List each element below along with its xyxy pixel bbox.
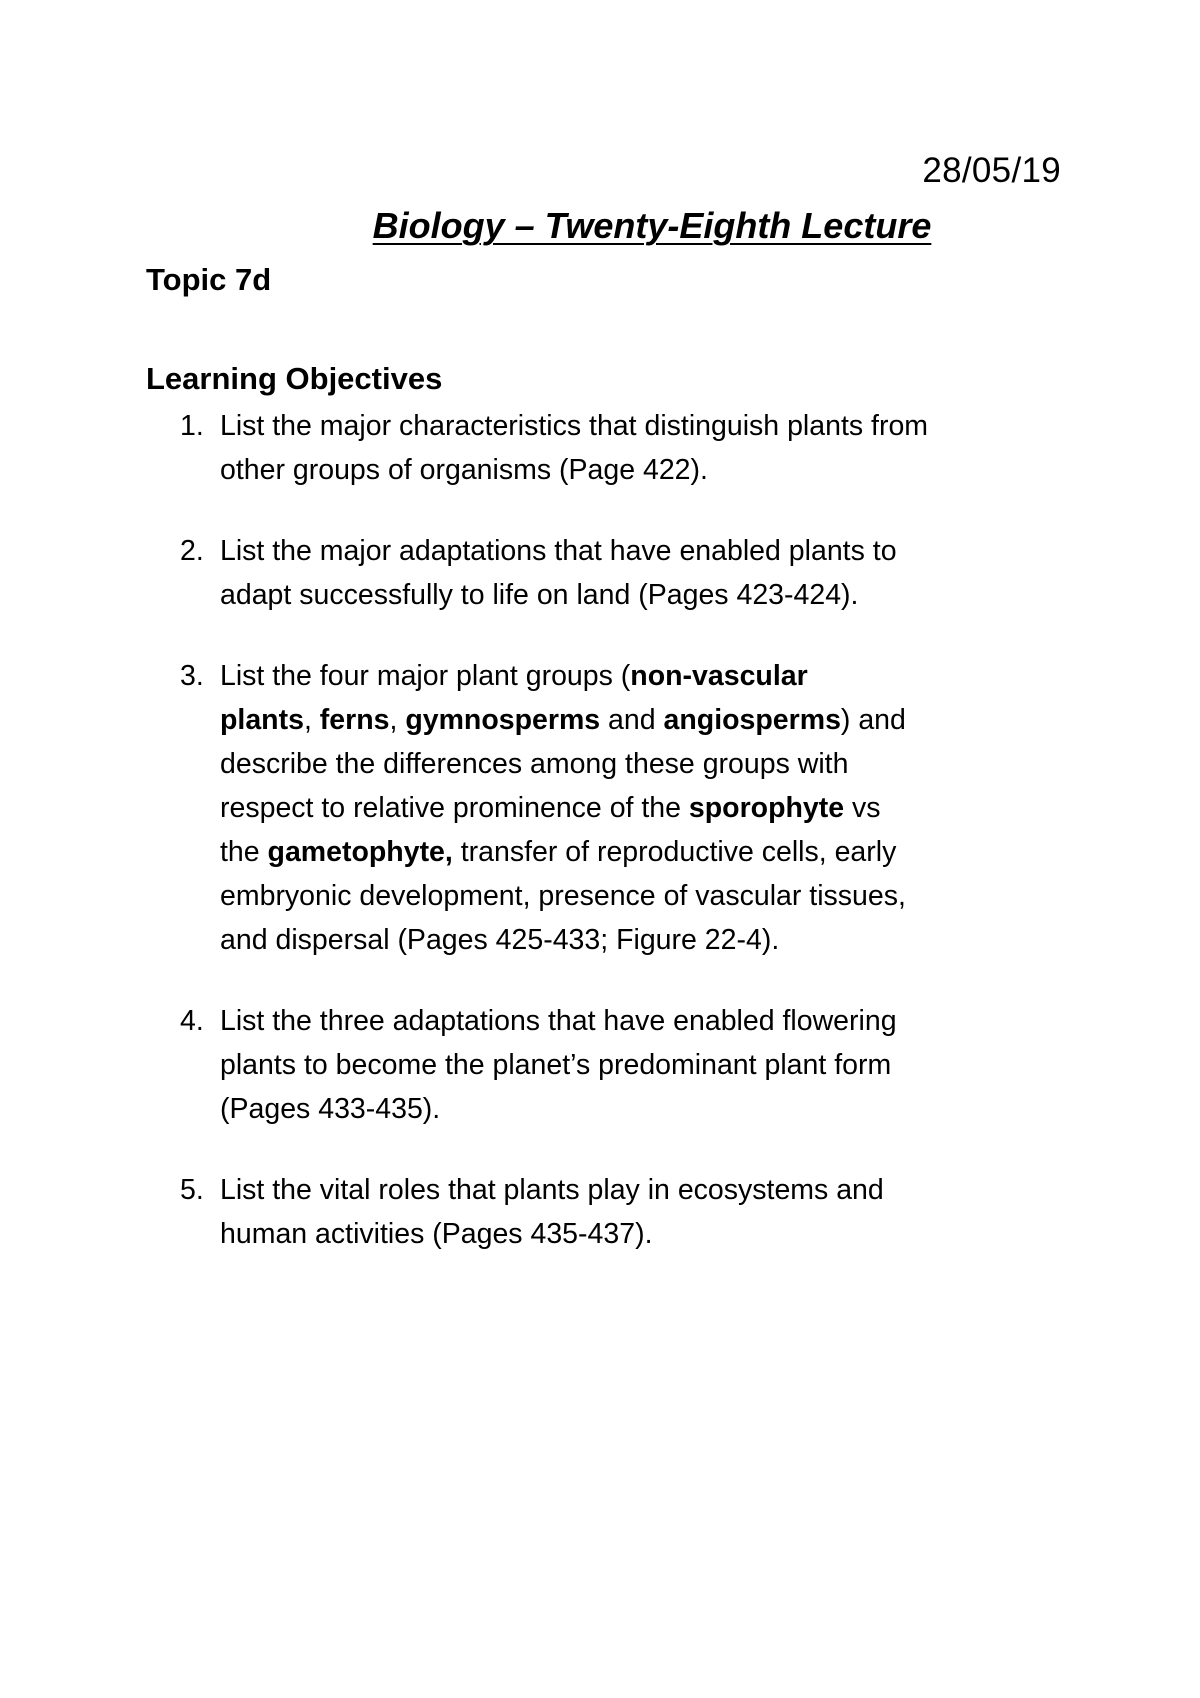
objective-text bbox=[220, 999, 1090, 1131]
text-run: the bbox=[220, 836, 268, 868]
objective-number: 4. bbox=[180, 1005, 204, 1037]
text-run: ) and bbox=[840, 704, 906, 736]
bold-term: sporophyte bbox=[688, 792, 845, 824]
document-title bbox=[0, 204, 1200, 248]
text-run: vs bbox=[844, 792, 881, 824]
text-run: List the vital roles that plants play in ecosystems and bbox=[220, 1174, 884, 1206]
text-run: other groups of organisms (Page 422). bbox=[220, 454, 708, 486]
text-run: describe the differences among these groups with bbox=[220, 748, 849, 780]
text-run: List the major adaptations that have enabled plants to bbox=[220, 535, 897, 567]
objective-line bbox=[220, 874, 1090, 918]
bold-term: non-vascular bbox=[630, 660, 808, 692]
objective-number: 5. bbox=[180, 1174, 204, 1206]
document-title-text: Biology – Twenty-Eighth Lecture bbox=[372, 205, 932, 246]
objective-text bbox=[220, 404, 1090, 492]
objective-line bbox=[220, 698, 1090, 742]
objective-line bbox=[220, 1212, 1090, 1256]
bold-term: gymnosperms bbox=[405, 704, 601, 736]
text-run: , bbox=[389, 704, 406, 736]
text-run: embryonic development, presence of vascular tissues, bbox=[220, 880, 906, 912]
bold-term: gametophyte, bbox=[267, 836, 453, 868]
text-run: human activities (Pages 435-437). bbox=[220, 1218, 653, 1250]
objective-line bbox=[220, 573, 1090, 617]
text-run: respect to relative prominence of the bbox=[220, 792, 689, 824]
objective-number: 2. bbox=[180, 535, 204, 567]
objective-line bbox=[220, 786, 1090, 830]
objective-line bbox=[220, 448, 1090, 492]
text-run: List the four major plant groups ( bbox=[220, 660, 631, 692]
objective-number: 3. bbox=[180, 660, 204, 692]
text-run: and dispersal (Pages 425-433; Figure 22-4). bbox=[220, 924, 780, 956]
text-run: transfer of reproductive cells, early bbox=[452, 836, 897, 868]
objective-line bbox=[220, 1043, 1090, 1087]
objective-text bbox=[220, 1168, 1090, 1256]
objective-line bbox=[220, 1168, 1090, 1212]
objective-line bbox=[220, 1087, 1090, 1131]
bold-term: plants bbox=[220, 704, 304, 736]
topic-label: Topic 7d bbox=[146, 262, 272, 297]
text-run: and bbox=[600, 704, 664, 736]
objective-line bbox=[220, 654, 1090, 698]
bold-term: angiosperms bbox=[663, 704, 841, 736]
lecture-date: 28/05/19 bbox=[922, 151, 1061, 190]
section-heading: Learning Objectives bbox=[146, 361, 443, 396]
text-run: adapt successfully to life on land (Pages 423-424). bbox=[220, 579, 859, 611]
objective-text bbox=[220, 529, 1090, 617]
text-run: plants to become the planet’s predominant plant form bbox=[220, 1049, 892, 1081]
objective-line bbox=[220, 830, 1090, 874]
objective-text bbox=[220, 654, 1090, 962]
objective-number: 1. bbox=[180, 410, 204, 442]
objective-line bbox=[220, 529, 1090, 573]
bold-term: ferns bbox=[319, 704, 390, 736]
objective-line bbox=[220, 742, 1090, 786]
text-run: (Pages 433-435). bbox=[220, 1093, 441, 1125]
objective-line bbox=[220, 404, 1090, 448]
text-run: , bbox=[303, 704, 320, 736]
objective-line bbox=[220, 918, 1090, 962]
text-run: List the major characteristics that distinguish plants from bbox=[220, 410, 929, 442]
objective-line bbox=[220, 999, 1090, 1043]
text-run: List the three adaptations that have enabled flowering bbox=[220, 1005, 897, 1037]
